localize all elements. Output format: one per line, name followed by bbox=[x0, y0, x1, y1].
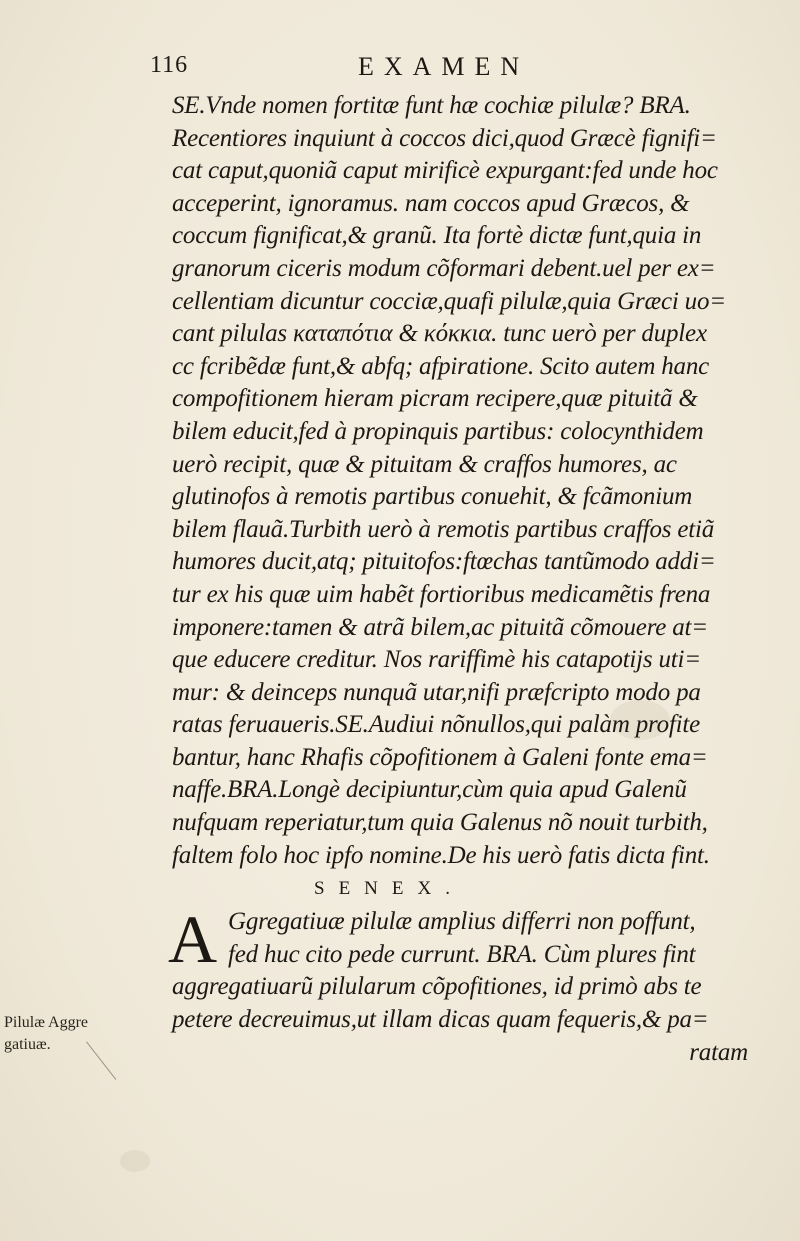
text-line: cat caput,quoniã caput mirificè expurgant:fed unde hoc bbox=[172, 157, 718, 185]
text-line: faltem folo hoc ipfo nomine.De his uerò fatis dicta fint. bbox=[172, 841, 710, 869]
page-number: 116 bbox=[150, 52, 189, 78]
main-text bbox=[168, 90, 792, 1069]
text-line: humores ducit,atq; pituitofos:ftœchas tantũmodo addi= bbox=[172, 548, 716, 576]
page-header bbox=[0, 52, 800, 92]
text-line: SE.Vnde nomen fortitæ funt hæ cochiæ pilulæ? BRA. bbox=[172, 92, 691, 119]
catchword: ratam bbox=[689, 1038, 748, 1066]
text-line: glutinofos à remotis partibus conuehit, & fcãmonium bbox=[172, 483, 693, 511]
text-line: uerò recipit, quæ & pituitam & craffos humores, ac bbox=[172, 450, 677, 478]
text-line: naffe.BRA.Longè decipiuntur,cùm quia apud Galenũ bbox=[172, 776, 687, 804]
margin-note bbox=[4, 1012, 154, 1056]
text-line: aggregatiuarũ pilularum cõpofitiones, id primò abs te bbox=[172, 973, 702, 1001]
text-line: fed huc cito pede currunt. BRA. Cùm plures fint bbox=[228, 940, 696, 968]
text-line: Recentiores inquiunt à coccos dici,quod Græcè fignifi= bbox=[172, 124, 717, 152]
text-line: Ggregatiuæ pilulæ amplius differri non poffunt, bbox=[228, 908, 696, 936]
margin-note-line: gatiuæ. bbox=[4, 1036, 51, 1053]
text-line: imponere:tamen & atrã bilem,ac pituitã cõmouere at= bbox=[172, 613, 708, 641]
text-line: compofitionem hieram picram recipere,quæ pituitã & bbox=[172, 385, 698, 413]
text-line: petere decreuimus,ut illam dicas quam fequeris,& pa= bbox=[172, 1006, 709, 1034]
drop-cap: A bbox=[168, 901, 218, 978]
margin-note-line: Pilulæ Aggre bbox=[4, 1014, 89, 1031]
text-line: acceperint, ignoramus. nam coccos apud Græcos, & bbox=[172, 189, 690, 217]
paper-stain bbox=[120, 1150, 150, 1172]
text-line: tur ex his quæ uim habẽt fortioribus medicamẽtis frena bbox=[172, 580, 711, 608]
text-line: nufquam reperiatur,tum quia Galenus nõ nouit turbith, bbox=[172, 809, 708, 837]
text-line: bantur, hanc Rhafis cõpofitionem à Galeni fonte ema= bbox=[172, 743, 708, 771]
text-line: que educere creditur. Nos rariffimè his catapotijs uti= bbox=[172, 646, 701, 674]
text-line: ratas feruaueris.SE.Audiui nõnullos,qui palàm profite bbox=[172, 711, 701, 739]
paragraph-with-dropcap bbox=[168, 901, 792, 978]
speaker-heading: SENEX. bbox=[314, 878, 464, 900]
text-line: coccum fignificat,& granũ. Ita fortè dictæ funt,quia in bbox=[172, 222, 702, 250]
running-head: EXAMEN bbox=[358, 52, 530, 81]
text-line: bilem educit,fed à propinquis partibus: colocynthidem bbox=[172, 417, 704, 445]
text-line: granorum ciceris modum cõformari debent.uel per ex= bbox=[172, 254, 716, 282]
text-line: mur: & deinceps nunquã utar,nifi præfcripto modo pa bbox=[172, 678, 701, 706]
text-line: cellentiam dicuntur cocciæ,quafi pilulæ,quia Græci uo= bbox=[172, 287, 726, 315]
text-line: bilem flauã.Turbith uerò à remotis partibus craffos etiã bbox=[172, 515, 715, 543]
text-line: cc fcribẽdæ funt,& abfq; afpiratione. Scito autem hanc bbox=[172, 352, 710, 380]
text-line: cant pilulas καταπότια & κόκκια. tunc uerò per duplex bbox=[172, 320, 707, 348]
